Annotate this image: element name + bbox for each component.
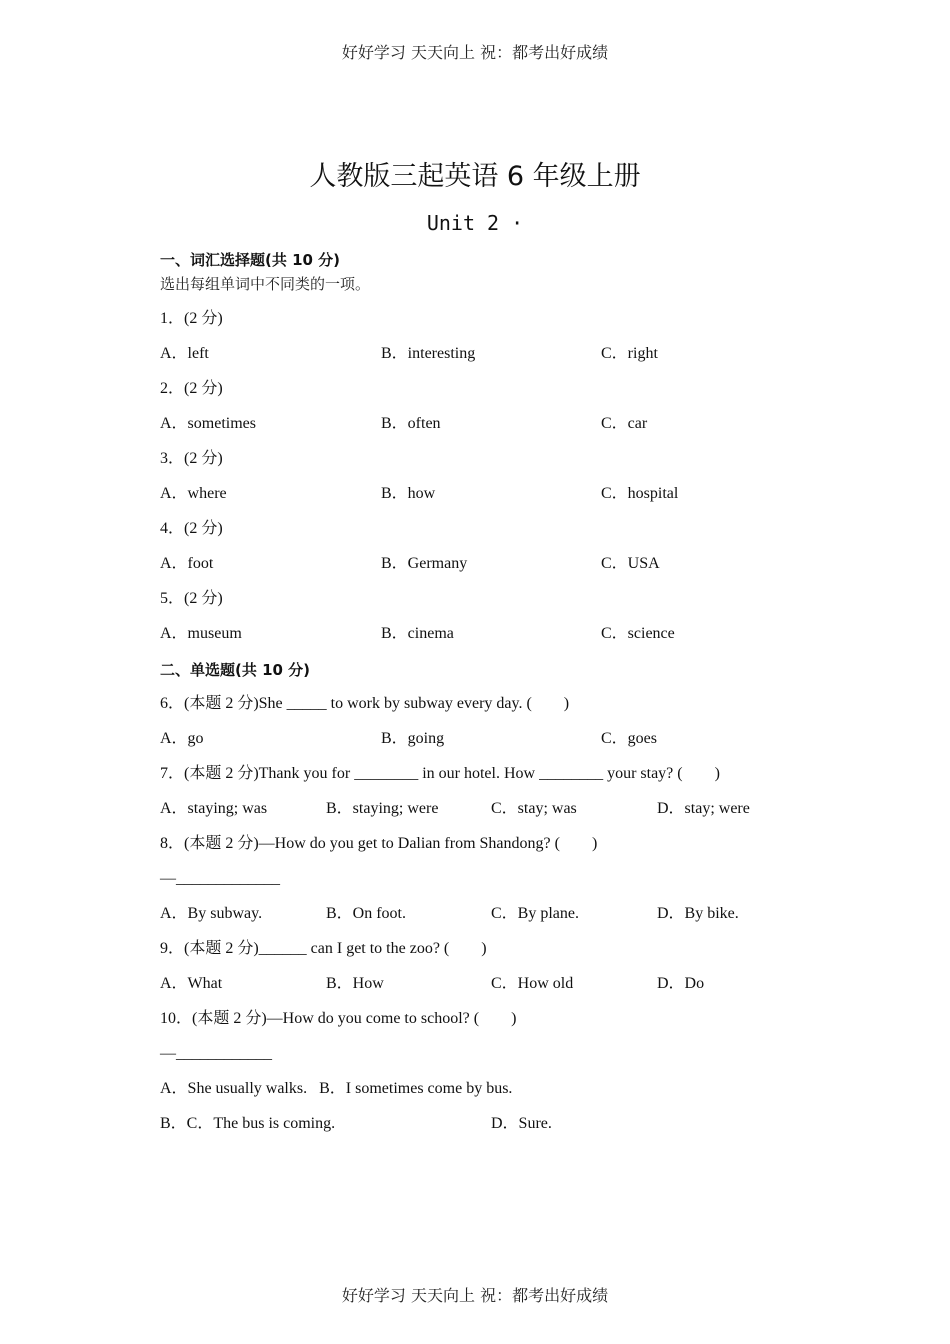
- option: B．C．The bus is coming.: [160, 1115, 336, 1132]
- option: A．By subway.: [160, 905, 263, 922]
- option: D．By bike.: [657, 905, 739, 922]
- option: A．sometimes: [160, 415, 256, 432]
- option: D．Sure.: [491, 1115, 552, 1132]
- option-row: A．She usually walks. B．I sometimes come by bus.: [160, 1080, 513, 1097]
- question-stem: 8．(本题 2 分)—How do you get to Dalian from Shandong? ( ): [160, 835, 598, 852]
- option: C．hospital: [601, 485, 679, 502]
- option: A．What: [160, 975, 223, 992]
- option: B．interesting: [381, 345, 476, 362]
- section-instruction: 选出每组单词中不同类的一项。: [160, 275, 371, 293]
- option: D．Do: [657, 975, 705, 992]
- question-stem: 9．(本题 2 分)______ can I get to the zoo? ( ): [160, 940, 487, 957]
- option-row: [160, 728, 800, 750]
- option: B．Germany: [381, 555, 468, 572]
- option: C．car: [601, 415, 648, 432]
- answer-blank: —_____________: [160, 870, 280, 887]
- option: C．How old: [491, 975, 574, 992]
- option: A．foot: [160, 555, 214, 572]
- option: A．where: [160, 485, 227, 502]
- question-stem: 1．(2 分): [160, 310, 223, 327]
- option: C．stay; was: [491, 800, 577, 817]
- option-row: [160, 798, 800, 820]
- option-row: [160, 343, 800, 365]
- option-row: [160, 973, 800, 995]
- option: A．left: [160, 345, 209, 362]
- option-row: [160, 483, 800, 505]
- option: B．how: [381, 485, 436, 502]
- option: B．staying; were: [326, 800, 439, 817]
- page-header: 好好学习 天天向上 祝：都考出好成绩: [341, 43, 609, 62]
- option: C．science: [601, 625, 675, 642]
- answer-blank: —____________: [160, 1045, 272, 1062]
- option-row: [160, 413, 800, 435]
- option: C．USA: [601, 555, 660, 572]
- question-stem: 2．(2 分): [160, 380, 223, 397]
- question-stem: 6．(本题 2 分)She _____ to work by subway every day. ( ): [160, 695, 570, 712]
- option: A．go: [160, 730, 204, 747]
- option: C．right: [601, 345, 658, 362]
- document-title: 人教版三起英语 6 年级上册: [309, 161, 641, 192]
- question-stem: 4．(2 分): [160, 520, 223, 537]
- option: B．How: [326, 975, 384, 992]
- option: C．By plane.: [491, 905, 579, 922]
- question-stem: 7．(本题 2 分)Thank you for ________ in our hotel. How ________ your stay? ( ): [160, 765, 720, 782]
- option: B．often: [381, 415, 441, 432]
- question-stem: 10．(本题 2 分)—How do you come to school? ( ): [160, 1010, 517, 1027]
- option: A．staying; was: [160, 800, 268, 817]
- question-stem: 3．(2 分): [160, 450, 223, 467]
- option: A．museum: [160, 625, 242, 642]
- section-heading: 二、单选题(共 10 分): [160, 661, 311, 679]
- option: D．stay; were: [657, 800, 750, 817]
- option: B．going: [381, 730, 445, 747]
- page-footer: 好好学习 天天向上 祝：都考出好成绩: [341, 1286, 609, 1305]
- section-heading: 一、词汇选择题(共 10 分): [160, 251, 341, 269]
- option: C．goes: [601, 730, 658, 747]
- option-row: [160, 623, 800, 645]
- option-row: [160, 553, 800, 575]
- question-stem: 5．(2 分): [160, 590, 223, 607]
- option: B．cinema: [381, 625, 454, 642]
- document-subtitle: Unit 2 ·: [426, 211, 524, 235]
- option: B．On foot.: [326, 905, 407, 922]
- option-row: [160, 903, 800, 925]
- option-row: [160, 1113, 800, 1135]
